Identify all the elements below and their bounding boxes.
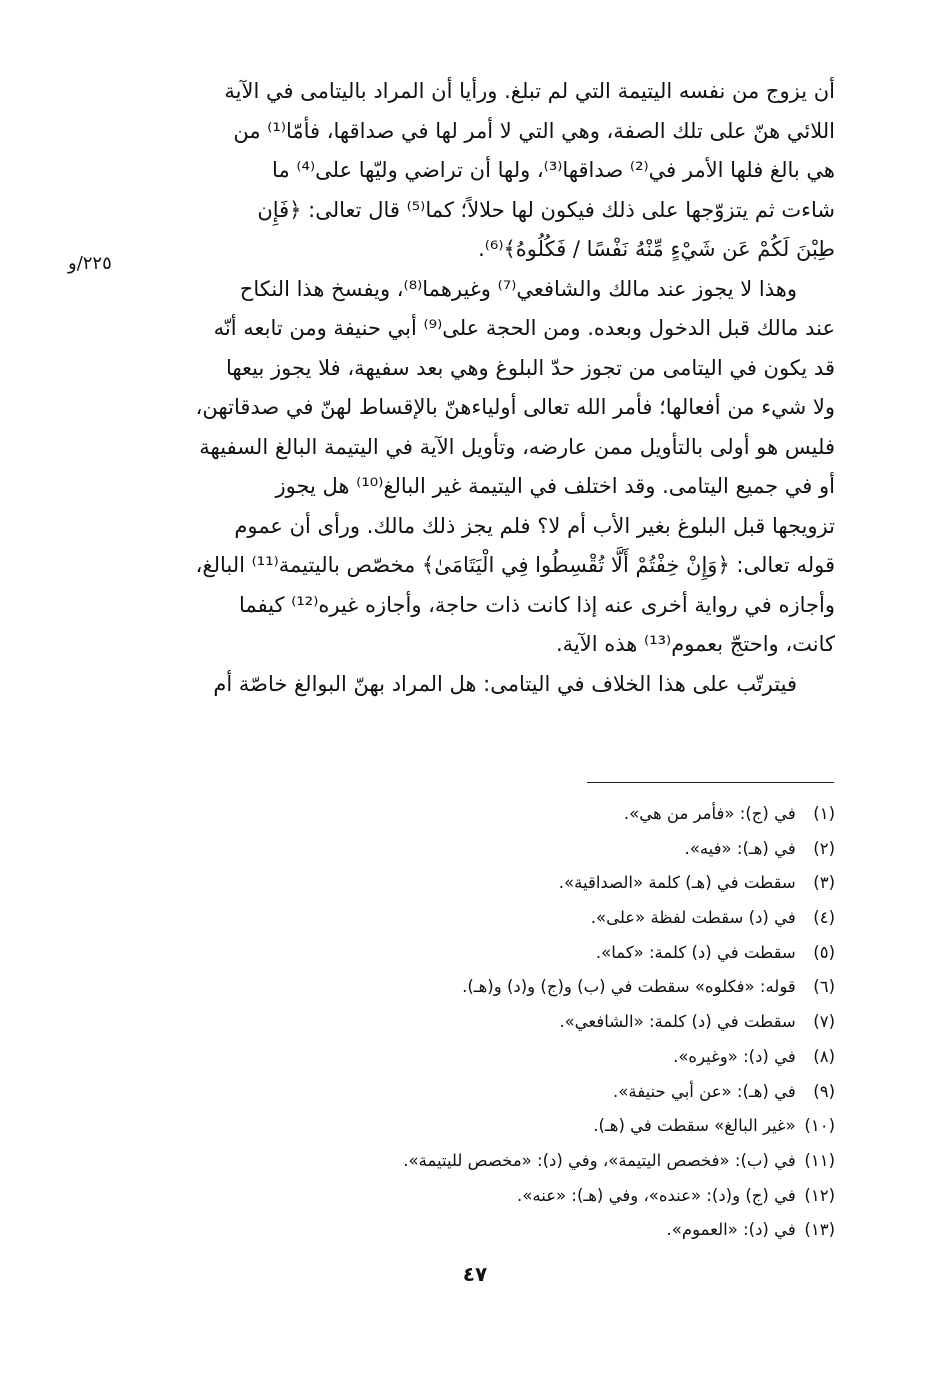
text-line: كانت، واحتجّ بعموم⁽¹³⁾ هذه الآية. xyxy=(555,632,835,656)
footnotes xyxy=(300,797,835,1248)
footnote-text: في (ب): «فخصص اليتيمة»، وفي (د): «مخصص لليتيمة». xyxy=(403,1150,796,1170)
text-line: هي بالغ فلها الأمر في⁽²⁾ صداقها⁽³⁾، ولها أن تراضي وليّها على⁽⁴⁾ ما xyxy=(272,158,835,182)
footnote-text: سقطت في (د) كلمة: «الشافعي». xyxy=(559,1012,796,1032)
footnote-text: في (د): «وغيره». xyxy=(673,1046,796,1066)
text-line: طِبْنَ لَكُمْ عَن شَيْءٍ مِّنْهُ نَفْسًا / فَكُلُوهُ﴾⁽⁶⁾. xyxy=(478,237,835,261)
footnote-number: (٦) xyxy=(813,977,835,997)
text-line: وهذا لا يجوز عند مالك والشافعي⁽⁷⁾ وغيرهما⁽⁸⁾، ويفسخ هذا النكاح xyxy=(239,276,797,301)
footnote-number: (٤) xyxy=(813,908,835,928)
text-line: أن يزوج من نفسه اليتيمة التي لم تبلغ. ورأيا أن المراد باليتامى في الآية xyxy=(224,79,835,103)
folio-margin-note: ٢٢٥/و xyxy=(68,253,112,274)
footnote-number: (٧) xyxy=(813,1012,835,1032)
footnote xyxy=(300,1144,835,1179)
footnote xyxy=(300,1075,835,1110)
footnote-number: (١) xyxy=(813,804,835,823)
footnote-number: (٣) xyxy=(813,873,835,893)
footnote-number: (٩) xyxy=(813,1081,835,1101)
text-line: ولا شيء من أفعالها؛ فأمر الله تعالى أولياءهنّ بالإقساط لهنّ في صدقاتهن، xyxy=(195,395,835,419)
footnote xyxy=(300,1109,835,1144)
text-line: تزويجها قبل البلوغ بغير الأب أم لا؟ فلم يجز ذلك مالك. ورأى أن عموم xyxy=(234,513,835,538)
footnote-number: (١٠) xyxy=(804,1116,835,1136)
footnote-number: (١١) xyxy=(804,1150,835,1170)
footnote-text: في (هـ): «فيه». xyxy=(684,838,796,858)
text-line: اللائي هنّ على تلك الصفة، وهي التي لا أمر لها في صداقها، فأمّا⁽¹⁾ من xyxy=(233,118,835,143)
footnote-number: (٢) xyxy=(813,838,835,858)
footnote-text: في (هـ): «عن أبي حنيفة». xyxy=(613,1081,796,1101)
footnote-text: في (د) سقطت لفظة «على». xyxy=(590,908,796,928)
footnote xyxy=(300,970,835,1005)
footnote-text: قوله: «فكلوه» سقطت في (ب) و(ج) و(د) و(هـ). xyxy=(462,977,796,997)
text-line: وأجازه في رواية أخرى عنه إذا كانت ذات حاجة، وأجازه غيره⁽¹²⁾ كيفما xyxy=(239,592,835,617)
footnote xyxy=(300,1040,835,1075)
footnote-divider xyxy=(587,782,834,783)
footnote xyxy=(300,1213,835,1248)
text-line: أو في جميع اليتامى. وقد اختلف في اليتيمة غير البالغ⁽¹⁰⁾ هل يجوز xyxy=(275,474,835,498)
text-line: فيترتّب على هذا الخلاف في اليتامى: هل المراد بهنّ البوالغ خاصّة أم xyxy=(213,671,797,696)
text-line: عند مالك قبل الدخول وبعده. ومن الحجة على⁽⁹⁾ أبي حنيفة ومن تابعه أنّه xyxy=(213,316,835,340)
footnote-number: (١٣) xyxy=(804,1220,835,1240)
footnote xyxy=(300,1005,835,1040)
footnote-text: في (د): «العموم». xyxy=(666,1220,796,1240)
main-text xyxy=(135,72,835,704)
text-line: قوله تعالى: ﴿وَإِنْ خِفْتُمْ أَلَّا تُقْسِطُوا فِي الْيَتَامَىٰ﴾ مخصّص باليتيمة⁽¹¹⁾ البالغ، xyxy=(195,553,835,577)
footnote xyxy=(300,832,835,867)
text-line: قد يكون في اليتامى من تجوز حدّ البلوغ وهي بعد سفيهة، فلا يجوز بيعها xyxy=(225,355,835,380)
footnote-text: في (ج) و(د): «عنده»، وفي (هـ): «عنه». xyxy=(517,1185,796,1205)
footnote-number: (١٢) xyxy=(804,1185,835,1205)
footnote-text: سقطت في (هـ) كلمة «الصداقية». xyxy=(558,873,796,893)
text-line: شاءت ثم يتزوّجها على ذلك فيكون لها حلالاً؛ كما⁽⁵⁾ قال تعالى: ﴿فَإِن xyxy=(257,197,835,222)
footnote xyxy=(300,866,835,901)
footnote xyxy=(300,1179,835,1214)
footnote-text: سقطت في (د) كلمة: «كما». xyxy=(595,942,796,962)
footnote-text: «غير البالغ» سقطت في (هـ). xyxy=(593,1116,796,1136)
footnote-number: (٨) xyxy=(813,1046,835,1066)
page-number: ٤٧ xyxy=(462,1262,488,1286)
footnote xyxy=(300,936,835,971)
footnote xyxy=(300,901,835,936)
footnote-text: في (ج): «فأمر من هي». xyxy=(623,804,796,823)
footnote xyxy=(300,797,835,832)
text-line: فليس هو أولى بالتأويل ممن عارضه، وتأويل الآية في اليتيمة البالغ السفيهة xyxy=(199,434,835,459)
footnote-number: (٥) xyxy=(813,942,835,962)
